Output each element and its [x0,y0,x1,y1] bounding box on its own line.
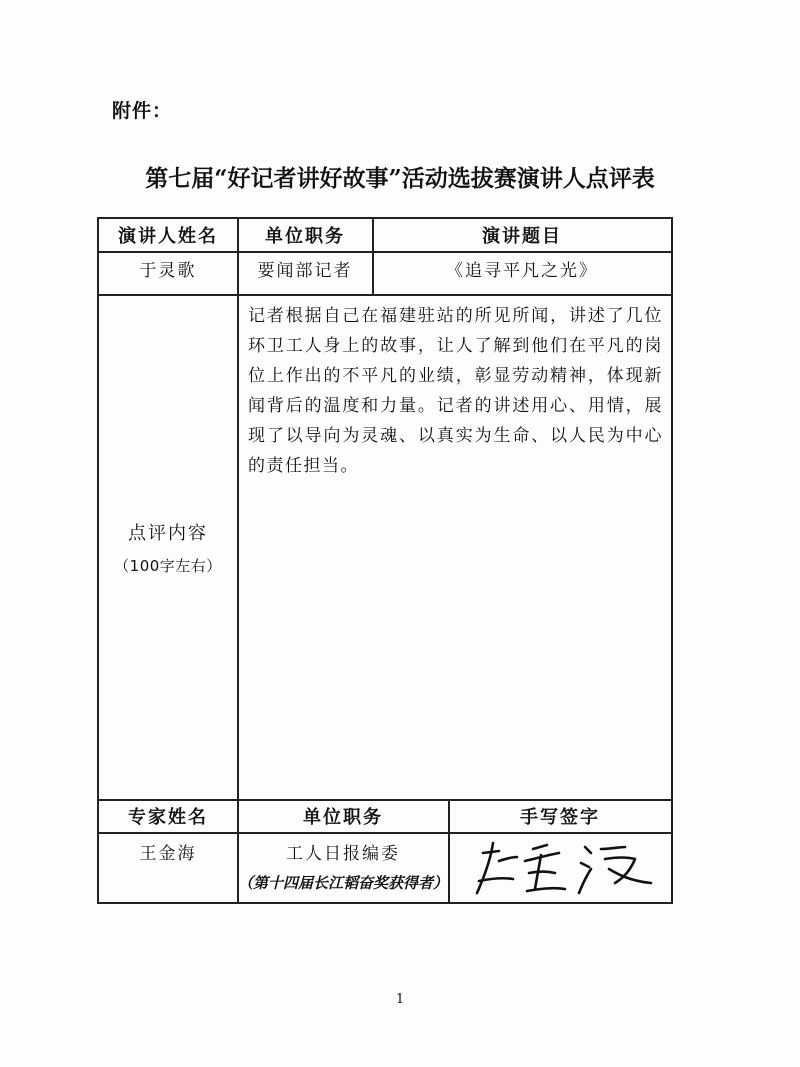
speaker-name: 于灵歌 [139,261,197,281]
header-expert-unit: 单位职务 [303,807,383,828]
review-table [97,217,673,904]
attachment-label: 附件： [112,100,173,122]
expert-unit-cell [238,833,448,904]
review-label-cell [99,295,237,799]
page-title: 第七届“好记者讲好故事”活动选拔赛演讲人点评表 [145,165,655,192]
header-expert-name: 专家姓名 [128,807,208,828]
header-speaker-name: 演讲人姓名 [118,226,218,247]
speaker-unit: 要闻部记者 [257,261,353,281]
expert-name: 王金海 [139,844,197,864]
speech-topic: 《追寻平凡之光》 [446,261,598,281]
header-topic: 演讲题目 [482,226,562,247]
review-content: 记者根据自己在福建驻站的所见所闻，讲述了几位环卫工人身上的故事，让人了解到他们在平凡的岗位上作出的不平凡的业绩，彰显劳动精神，体现新闻背后的温度和力量。记者的讲述用心、用情，展现了以导向为灵魂、以真实为生命、以人民为中心的责任担当。 [248,306,663,476]
review-sublabel: （100字左右） [114,556,222,575]
handwritten-signature [455,835,665,903]
header-speaker-unit: 单位职务 [265,226,345,247]
expert-award-note: （第十四届长江韬奋奖获得者） [238,874,449,892]
header-signature: 手写签字 [520,807,600,828]
review-label: 点评内容 [128,522,208,544]
page-number: 1 [395,992,405,1007]
signature-cell [449,833,671,904]
expert-unit: 工人日报编委 [286,844,400,864]
